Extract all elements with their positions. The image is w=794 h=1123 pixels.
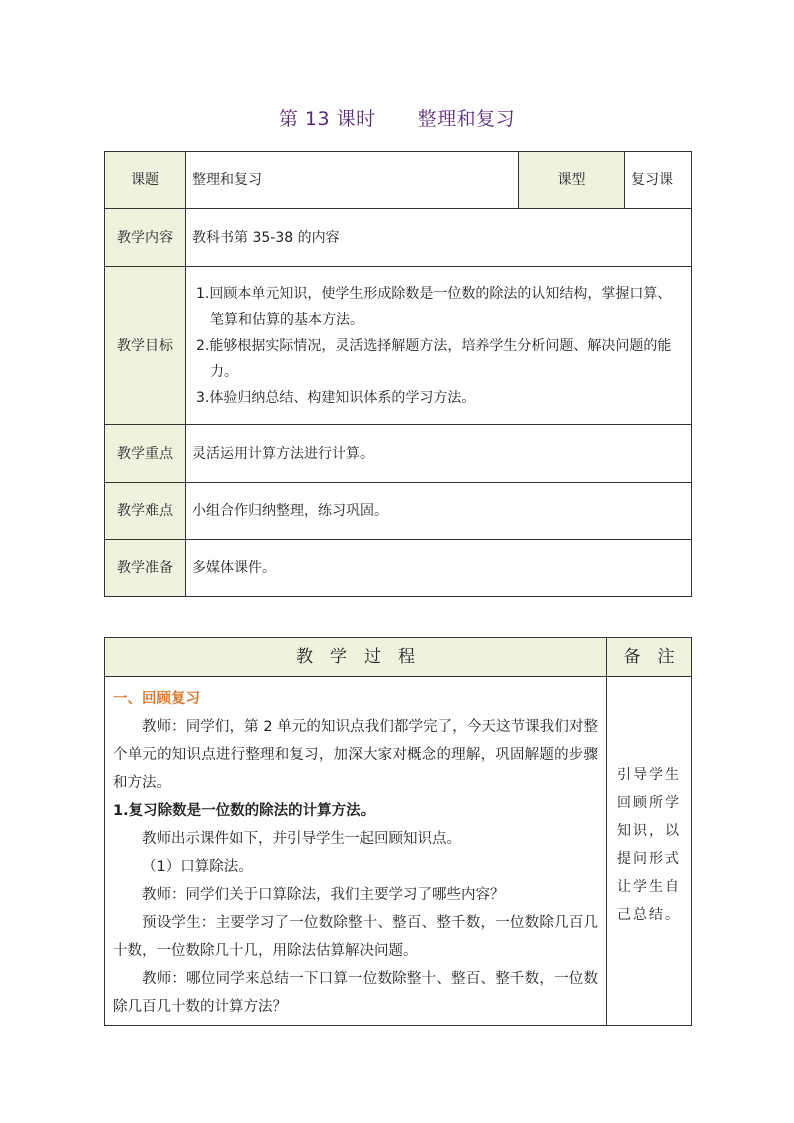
- lesson-info-table: [104, 151, 692, 597]
- goal-item: 2.能够根据实际情况，灵活选择解题方法，培养学生分析问题、解决问题的能力。: [196, 337, 672, 380]
- paragraph: 教师：哪位同学来总结一下口算一位数除整十、整百、整千数，一位数除几百几十数的计算方法？: [113, 971, 598, 1015]
- paragraph: （1）口算除法。: [142, 859, 253, 875]
- process-body-row: [105, 677, 692, 1026]
- goal-list: [186, 267, 692, 425]
- difficulty-label: 教学难点: [105, 483, 186, 540]
- key-label: 教学重点: [105, 425, 186, 483]
- type-label: 课型: [519, 152, 625, 209]
- lesson-title: 整理和复习: [417, 108, 516, 130]
- subsection-title: 1.复习除数是一位数的除法的计算方法。: [113, 803, 376, 819]
- goal-label: 教学目标: [105, 267, 186, 425]
- goal-item: 1.回顾本单元知识，使学生形成除数是一位数的除法的认知结构，掌握口算、笔算和估算的基本方法。: [196, 285, 672, 328]
- difficulty-value: 小组合作归纳整理，练习巩固。: [186, 483, 692, 540]
- topic-value: 整理和复习: [186, 152, 519, 209]
- process-body: [105, 677, 607, 1026]
- paragraph: 教师：同学们，第 2 单元的知识点我们都学完了，今天这节课我们对整个单元的知识点进行整理和复习，加深大家对概念的理解，巩固解题的步骤和方法。: [113, 719, 598, 791]
- row-goals: [105, 267, 692, 425]
- process-note: 引导学生回顾所学知识，以提问形式让学生自己总结。: [607, 677, 692, 1026]
- note-header: 备 注: [607, 638, 692, 677]
- prep-label: 教学准备: [105, 540, 186, 597]
- paragraph: 教师出示课件如下，并引导学生一起回顾知识点。: [142, 831, 461, 847]
- process-header: 教 学 过 程: [105, 638, 607, 677]
- paragraph: 教师：同学们关于口算除法，我们主要学习了哪些内容？: [142, 887, 505, 903]
- paragraph: 预设学生：主要学习了一位数除整十、整百、整千数，一位数除几百几十数，一位数除几十几，用除法估算解决问题。: [113, 915, 598, 959]
- section-title: 一、回顾复习: [113, 691, 200, 707]
- goal-item: 3.体验归纳总结、构建知识体系的学习方法。: [196, 389, 476, 406]
- content-label: 教学内容: [105, 209, 186, 267]
- type-value: 复习课: [625, 152, 692, 209]
- content-value: 教科书第 35-38 的内容: [186, 209, 692, 267]
- process-header-row: [105, 638, 692, 677]
- row-topic: [105, 152, 692, 209]
- key-value: 灵活运用计算方法进行计算。: [186, 425, 692, 483]
- teaching-process-table: [104, 637, 692, 1026]
- page-title: [0, 104, 794, 131]
- row-prep: [105, 540, 692, 597]
- row-difficulty: [105, 483, 692, 540]
- row-content: [105, 209, 692, 267]
- prep-value: 多媒体课件。: [186, 540, 692, 597]
- row-key: [105, 425, 692, 483]
- topic-label: 课题: [105, 152, 186, 209]
- lesson-number: 第 13 课时: [278, 108, 376, 130]
